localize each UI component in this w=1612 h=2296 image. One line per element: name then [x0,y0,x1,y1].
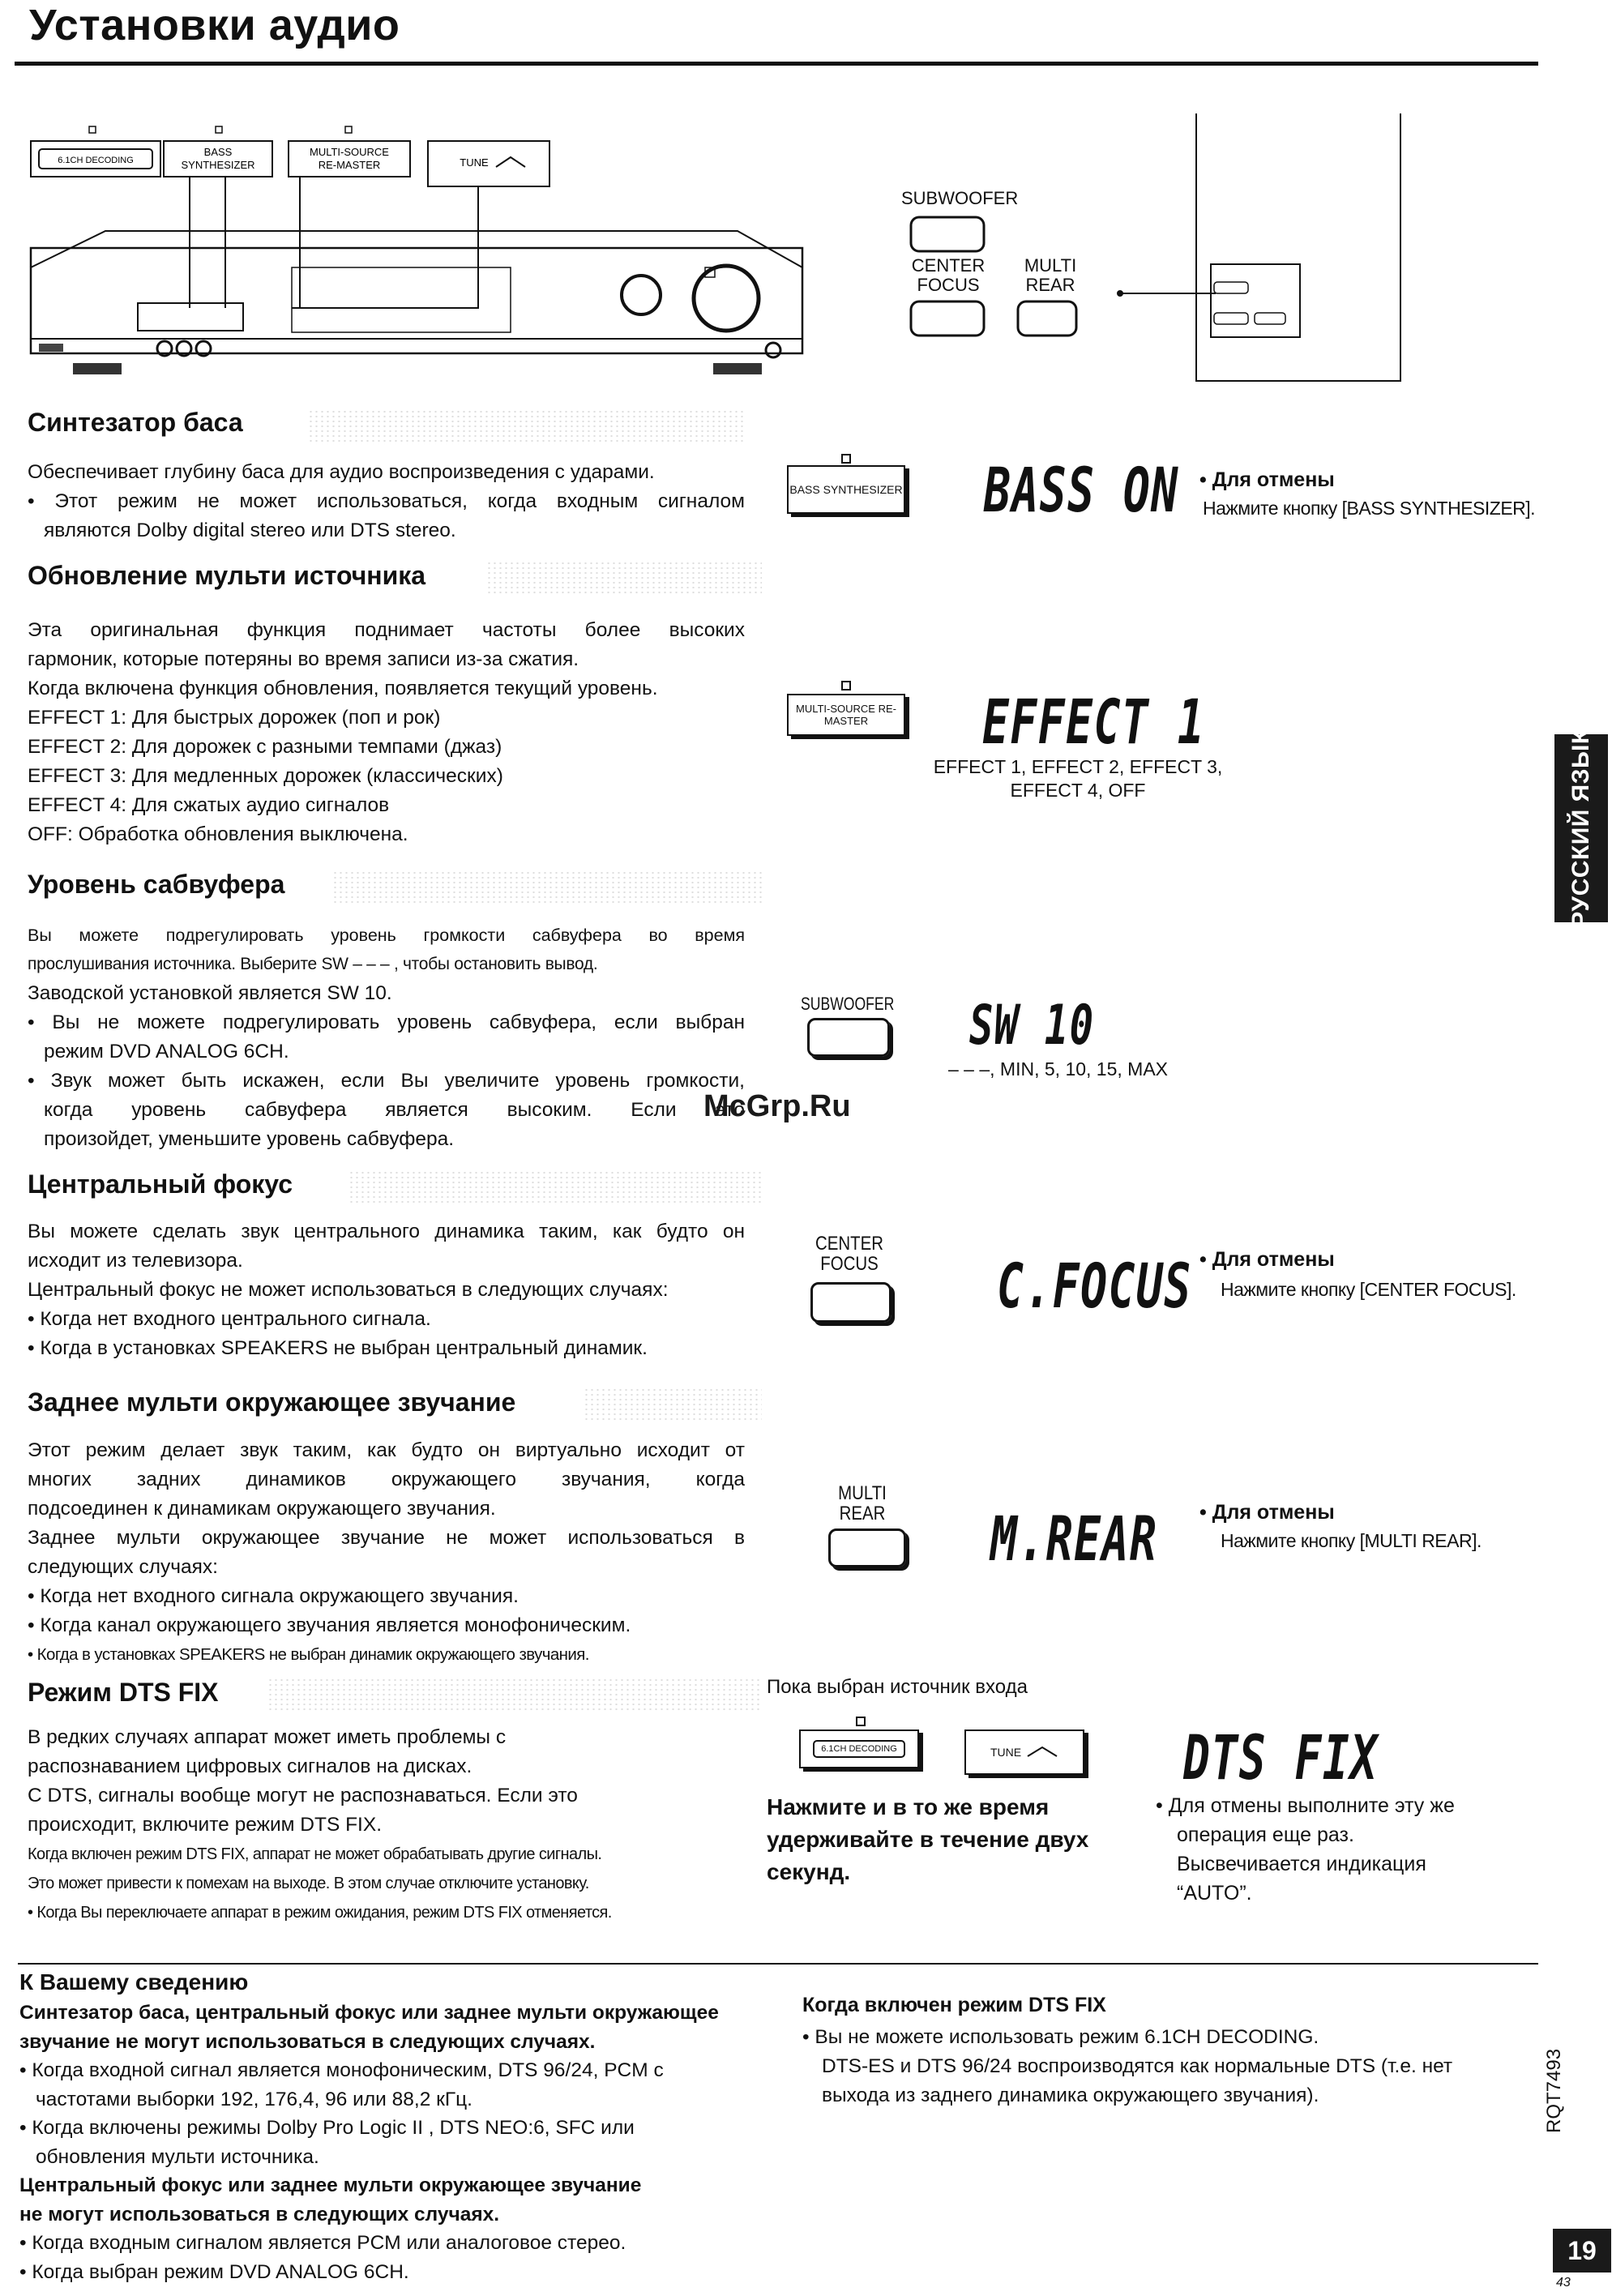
display-dts: DTS FIX [1183,1721,1379,1794]
display-center: C.FOCUS [997,1250,1192,1322]
bass-cancel-title: • Для отмены [1199,468,1335,491]
svg-text:RE-MASTER: RE-MASTER [318,159,381,171]
page-title: Установки аудио [29,1,400,49]
heading-subwoofer: Уровень сабвуфера [28,870,285,899]
scan-noise [348,1170,762,1204]
bass-synth-button[interactable]: BASS SYNTHESIZER [787,465,905,514]
dts-intro: Пока выбран источник входа [767,1676,1028,1698]
note-left: Синтезатор баса, центральный фокус или заднее мульти окружающее звучание не могут использоваться в следующих случаях. • Когда входной сигнал является монофоническим, DTS 96/24, PCM с частотами выборки 192, 176,4, 96 или 88,2 кГц. • Когда включены режимы Dolby Pro Logic II , DTS NEO:6, SFC или обновления мульти источника. Центральный фокус или заднее мульти окружающее звучание не могут использоваться в следующих случаях. • Когда входным сигналом является PCM или аналоговое стерео. • Когда выбран режим DVD ANALOG 6CH. [19,2002,719,2283]
heading-rear: Заднее мульти окружающее звучание [28,1387,516,1417]
heading-dts: Режим DTS FIX [28,1678,219,1707]
display-rear: M.REAR [990,1503,1158,1575]
dts-cancel: • Для отмены выполните эту же операция еще раз. Высвечивается индикация “AUTO”. [1156,1794,1455,1905]
subwoofer-btn-label: SUBWOOFER [801,994,895,1014]
svg-text:BASS: BASS [203,146,233,158]
indicator-led [841,681,851,691]
display-subwoofer: SW 10 [969,994,1095,1058]
rear-btn-label: MULTI REAR [838,1482,887,1524]
remote-center-label: CENTER FOCUS [911,255,986,295]
indicator-led [856,1717,866,1726]
page-number: 19 [1553,2229,1611,2272]
language-tab: РУССКИЙ ЯЗЫК [1554,734,1608,922]
scan-noise [486,561,762,595]
dts-press-text: Нажмите и в то же время удерживайте в течение двух секунд. [767,1794,1089,1884]
remaster-cycle: EFFECT 1, EFFECT 2, EFFECT 3, EFFECT 4, OFF [933,756,1223,801]
scan-noise [267,1678,762,1712]
title-rule [15,62,1538,66]
heading-remaster: Обновление мульти источника [28,561,426,590]
bass-cancel-text: Нажмите кнопку [BASS SYNTHESIZER]. [1203,498,1536,519]
remote-subwoofer-label: SUBWOOFER [901,188,1019,208]
subwoofer-button[interactable] [807,1018,890,1057]
note-heading: К Вашему сведению [19,1969,249,1995]
display-bass: BASS ON [984,454,1179,526]
bottom-rule [18,1963,1538,1965]
display-remaster: EFFECT 1 [982,686,1206,758]
top-buttons [31,126,549,186]
note-right: • Вы не можете использовать режим 6.1CH DECODING. DTS-ES и DTS 96/24 воспроизводятся как нормальные DTS (т.е. нет выхода из заднего динамика окружающего звучания). [802,2026,1453,2106]
text-rear: Этот режим делает звук таким, как будто он виртуально исходит от многих задних динамиков окружающего звучания, когда подсоединен к динамикам окружающего звучания. Заднее мульти окружающее звучание не может использоваться в следующих случаях: • Когда нет входного сигнала окружающего звучания. • Когда канал окружающего звучания является монофоническим. • Когда в установках SPEAKERS не выбран динамик окружающего звучания. [28,1439,745,1664]
scan-noise [308,409,746,445]
watermark: McGrp.Ru [703,1089,851,1123]
note-right-heading: Когда включен режим DTS FIX [802,1994,1106,2016]
text-dts: В редких случаях аппарат может иметь проблемы с распознаванием цифровых сигналов на дисках. С DTS, сигналы вообще могут не распознаваться. Если это происходит, включите режим DTS FIX. Когда включен режим DTS FIX, аппарат не может обрабатывать другие сигналы. Это может привести к помехам на выходе. В этом случае отключите установку. • Когда Вы переключаете аппарат в режим ожидания, режим DTS FIX отменяется. [28,1726,612,1922]
multi-rear-button[interactable] [828,1529,906,1567]
rear-cancel-title: • Для отмены [1199,1501,1335,1524]
remote-multi-label: MULTI REAR [1024,255,1077,295]
page-sub-number: 43 [1556,2276,1571,2290]
text-center: Вы можете сделать звук центрального динамика таким, как будто он исходит из телевизора. Центральный фокус не может использоваться в следующих случаях: • Когда нет входного центрального сигнала. • Когда в установках SPEAKERS не выбран центральный динамик. [28,1221,745,1359]
scan-noise [332,870,762,904]
center-cancel-text: Нажмите кнопку [CENTER FOCUS]. [1221,1279,1516,1300]
heading-center: Центральный фокус [28,1169,293,1199]
text-remaster: Эта оригинальная функция поднимает частоты более высоких гармоник, которые потеряны во время записи из-за сжатия. Когда включена функция обновления, появляется текущий уровень. EFFECT 1: Для быстрых дорожек (поп и рок) EFFECT 2: Для дорожек с разными темпами (джаз) EFFECT 3: Для медленных дорожек (классических) EFFECT 4: Для сжатых аудио сигналов OFF: Обработка обновления выключена. [28,619,745,845]
scan-noise [584,1387,762,1422]
center-btn-label: CENTER FOCUS [815,1233,883,1275]
svg-text:SYNTHESIZER: SYNTHESIZER [181,159,255,171]
subwoofer-cycle: – – –, MIN, 5, 10, 15, MAX [948,1058,1169,1080]
indicator-led [841,454,851,464]
rear-cancel-text: Нажмите кнопку [MULTI REAR]. [1221,1530,1482,1551]
text-bass: Обеспечивает глубину баса для аудио воспроизведения с ударами. • Этот режим не может использоваться, когда входным сигналом являются Dolby digital stereo или DTS stereo. [28,461,745,541]
svg-text:TUNE: TUNE [460,156,489,169]
center-cancel-title: • Для отмены [1199,1248,1335,1271]
tune-up-icon [1026,1745,1058,1759]
device-illustration [24,113,1402,389]
model-code: RQT7493 [1543,2048,1565,2133]
btn-decoding-label: 6.1CH DECODING [58,156,134,165]
remaster-button[interactable]: MULTI-SOURCE RE-MASTER [787,694,905,736]
center-focus-button[interactable] [810,1282,892,1323]
decoding-button[interactable]: 6.1CH DECODING [799,1729,919,1768]
tune-button[interactable]: TUNE [964,1729,1084,1775]
heading-bass: Синтезатор баса [28,408,243,437]
svg-text:MULTI-SOURCE: MULTI-SOURCE [310,146,389,158]
text-subwoofer: Вы можете подрегулировать уровень громкости сабвуфера во время прослушивания источника. Выберите SW – – – , чтобы остановить вывод. Заводской установкой является SW 10. • Вы не можете подрегулировать уровень сабвуфера, если выбран режим DVD ANALOG 6CH. • Звук может быть искажен, если Вы увеличите уровень громкости, когда уровень сабвуфера является высоким. Если это произойдет, уменьшите уровень сабвуфера. [28,926,745,1150]
